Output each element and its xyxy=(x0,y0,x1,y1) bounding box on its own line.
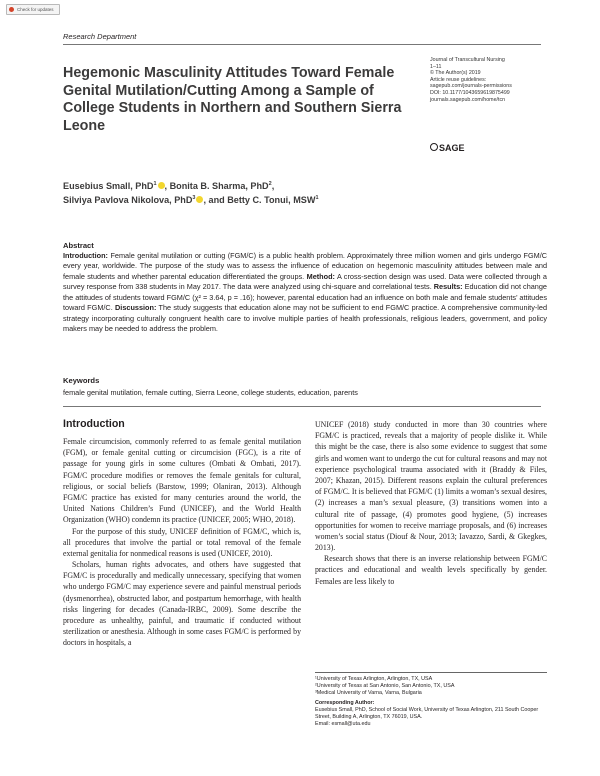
journal-home-link[interactable]: journals.sagepub.com/home/tcn xyxy=(430,96,506,103)
check-for-updates-badge[interactable] xyxy=(6,4,60,15)
keywords-list: female genital mutilation, female cutting, Sierra Leone, college students, education, parents xyxy=(63,388,358,397)
affiliation-marker: 3 xyxy=(192,195,196,201)
badge-label: Check for updates xyxy=(17,7,54,12)
discussion-label: Discussion: xyxy=(115,303,157,313)
author-name: , and Betty C. Tonui, MSW xyxy=(203,195,316,206)
results-text: Education did not change the attitudes of students toward FGM/C (χ² = 3.64, p = .16); however, parental education had an influence on both male and female students’ attitudes toward FGM/C. xyxy=(63,282,547,313)
affiliation-marker: 1 xyxy=(315,195,319,201)
affiliation-3: ³Medical University of Varna, Varna, Bulgaria xyxy=(315,690,422,696)
paragraph: Research shows that there is an inverse relationship between FGM/C practices and educational and wealth levels specifically by gender. Females are less likely to xyxy=(315,554,547,586)
left-column xyxy=(63,436,301,649)
keywords-heading: Keywords xyxy=(63,376,100,385)
separator: , xyxy=(271,181,275,192)
department-label: Research Department xyxy=(63,32,137,41)
corresponding-author-address: Eusebius Small, PhD, School of Social Work, University of Texas Arlington, 211 South Cooper Street, Building A, Arlington, TX 76019, USA. xyxy=(315,707,539,720)
affiliation-marker: 1 xyxy=(153,181,157,187)
journal-info xyxy=(430,57,545,103)
discussion-text: The study suggests that education alone may not be sufficient to end FGM/C practice. A comprehensive community-led strategy incorporating culturally congruent health care to involve multiple parties of health professionals, religious leaders, government, and policy makers may be needed to address the problem. xyxy=(63,303,548,334)
page-range: 1–11 xyxy=(430,63,442,70)
author-line-1 xyxy=(63,181,274,191)
affiliation-marker: 2 xyxy=(268,181,272,187)
method-text: A cross-section design was used. Data were collected through a survey response from 338 students in May 2017. The data were analyzed using chi-square and correlational tests. xyxy=(63,271,547,292)
method-label: Method: xyxy=(306,271,335,281)
publisher-name: SAGE xyxy=(439,143,465,153)
abstract-body xyxy=(63,251,547,335)
paragraph: Scholars, human rights advocates, and others have suggested that FGM/C is procedurally and medically unnecessary, specifying that women who undergo FGM/C may experience severe and painful menstrual periods (dysmenorrhea), obstructed labor, and postpartum hemorrhage, with health risks lingering for decades (Canada-IRBC, 2009). Some describe the procedure as unhealthy, painful, and traumatic if conducted without sterilization or anesthesia. Although in some cases FGM/C is performed by doctors in hospitals, a xyxy=(63,560,301,648)
intro-label: Introduction: xyxy=(63,251,108,260)
affiliations xyxy=(315,676,547,728)
reuse-guidelines-label: Article reuse guidelines: xyxy=(430,76,487,83)
header-divider xyxy=(63,44,541,45)
paragraph: Female circumcision, commonly referred to as female genital mutilation (FGM), or female genital cutting or circumcision (FGC), is a rite of passage for young girls in some cultures (Ombati & Ombati, 2017). FGM/C procedure modifies or removes the female genitals for cultural, religious, or social beliefs (Barstow, 1999; Olaniran, 2013). Although FGM/C practice has existed for many centuries around the world, the United Nations Children’s Fund (UNICEF), and the World Health Organization (WHO) condemn its practice (UNICEF, 2005; WHO, 2018). xyxy=(63,437,301,525)
paragraph: UNICEF (2018) study conducted in more than 30 countries where FGM/C is practiced, reveals that a majority of people dislike it. While this might be the case, there is also some evidence to suggest that some girls and women want to undergo the cut for cultural reasons and may not experience psychological trauma associated with it (Braddy & Files, 2007; Khazan, 2015). Different reasons explain the cultural preferences of FGM/C. It is believed that FGM/C (1) limits a woman’s sexual desires, (2) increases a man’s sexual pleasure, (3) transitions women into a cultural rite of passage, (4) promotes good hygiene, (5) increases opportunities for women to receive marriage proposals, and (6) increases women’s social status (Diouf & Nour, 2013; Iavazzo, Sardi, & Gkegkes, 2013). xyxy=(315,420,547,553)
publisher-logo xyxy=(430,143,465,153)
update-icon xyxy=(9,7,14,12)
paragraph: For the purpose of this study, UNICEF definition of FGM/C, which is, all procedures that involve the partial or total removal of the female external genitalia for nonmedical reasons is used (UNICEF, 2010). xyxy=(63,526,301,558)
affiliation-2: ²University of Texas at San Antonio, San Antonio, TX, USA xyxy=(315,683,455,689)
corresponding-author-email[interactable]: Email: esmall@uta.edu xyxy=(315,721,371,727)
author-name: Silviya Pavlova Nikolova, PhD xyxy=(63,195,193,206)
affiliation-1: ¹University of Texas Arlington, Arlington, TX, USA xyxy=(315,676,433,682)
journal-name: Journal of Transcultural Nursing xyxy=(430,57,505,63)
abstract-heading: Abstract xyxy=(63,241,94,250)
intro-text: Female genital mutilation or cutting (FGM/C) is a public health problem. Approximately three million women and girls undergo FGM/C every year, worldwide. The purpose of the study was to assess the influence of education on hegemonic masculinity attitudes between male and female students and whether parental education differentiated the groups. xyxy=(63,251,547,281)
keywords-divider xyxy=(63,406,541,407)
article-title: Hegemonic Masculinity Attitudes Toward Female Genital Mutilation/Cutting Among a Sample of College Students in Northern and Southern Sierra Leone xyxy=(63,65,402,134)
footnote-divider xyxy=(315,672,547,673)
corresponding-author-label: Corresponding Author: xyxy=(315,700,375,706)
copyright: © The Author(s) 2019 xyxy=(430,70,481,77)
permissions-link[interactable]: sagepub.com/journals-permissions xyxy=(430,83,512,90)
author-name: Eusebius Small, PhD xyxy=(63,181,154,192)
author-name: , Bonita B. Sharma, PhD xyxy=(164,181,269,192)
author-line-2 xyxy=(63,195,319,205)
introduction-heading: Introduction xyxy=(63,418,125,430)
sage-logo-icon xyxy=(430,143,438,151)
doi[interactable]: DOI: 10.1177/1043659619875499 xyxy=(430,89,510,96)
orcid-icon[interactable] xyxy=(158,182,165,189)
results-label: Results: xyxy=(433,282,463,292)
right-column xyxy=(315,419,547,587)
